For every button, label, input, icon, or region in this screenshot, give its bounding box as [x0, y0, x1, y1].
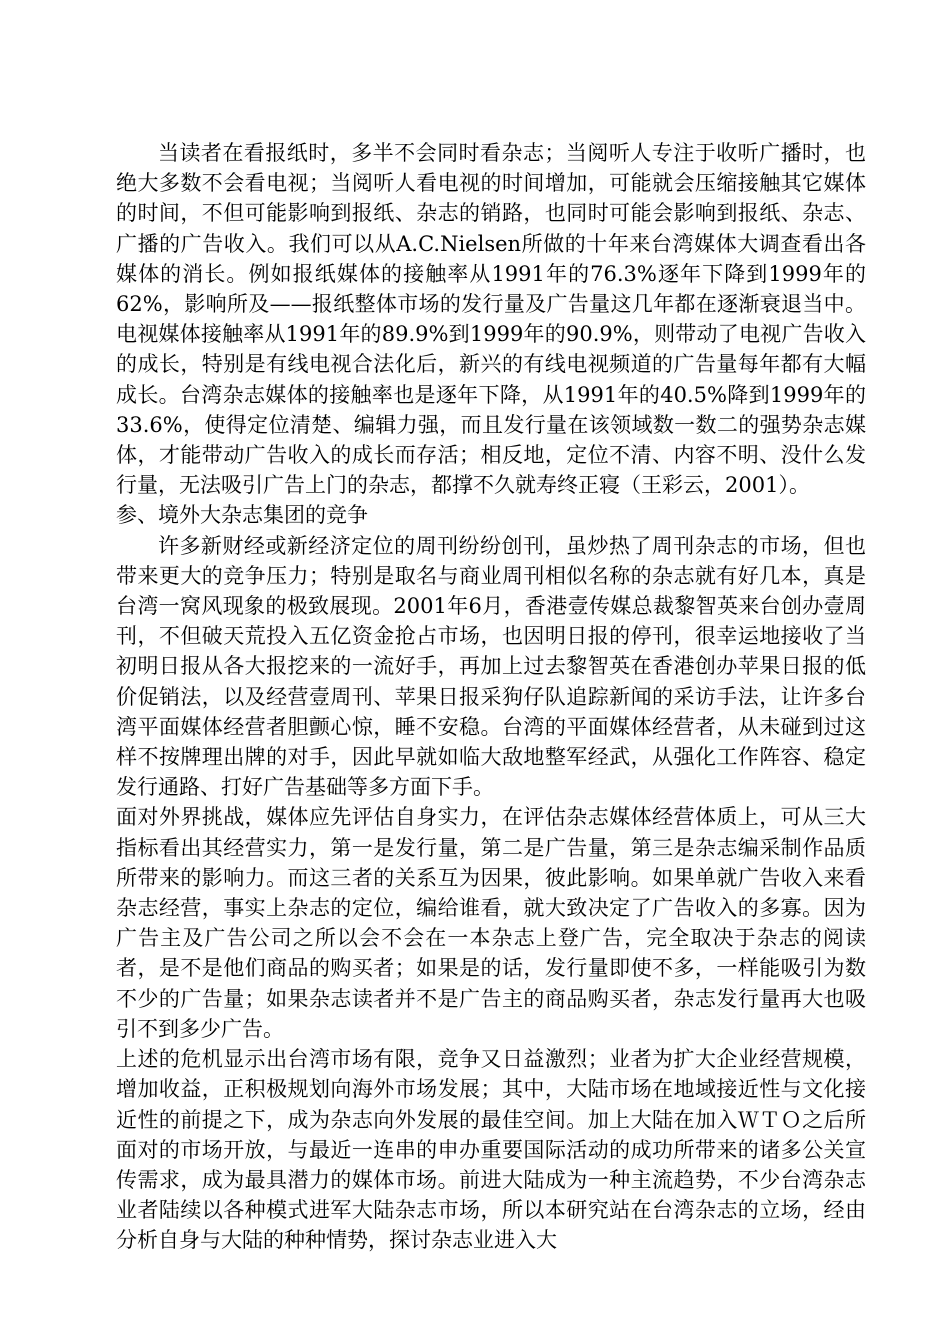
section-heading: 参、境外大杂志集团的竞争: [116, 503, 368, 528]
paragraph-mainland-market: 上述的危机显示出台湾市场有限，竞争又日益激烈；业者为扩大企业经营规模，增加收益，正积极规划向海外市场发展；其中，大陆市场在地域接近性与文化接近性的前提之下，成为杂志向外发展的最佳空间。加上大陆在加入ＷＴＯ之后所面对的市场开放，与最近一连串的申办重要国际活动的成功所带来的诸多公关宣传需求，成为最具潜力的媒体市场。前进大陆成为一种主流趋势，不少台湾杂志业者陆续以各种模式进军大陆杂志市场，所以本研究站在台湾杂志的立场，经由分析自身与大陆的种种情势，探讨杂志业进入大: [116, 1047, 866, 1253]
document-body: [116, 138, 866, 1256]
paragraph-media-contact-rates: 当读者在看报纸时，多半不会同时看杂志；当阅听人专注于收听广播时，也绝大多数不会看电视；当阅听人看电视的时间增加，可能就会压缩接触其它媒体的时间，不但可能影响到报纸、杂志的销路，也同时可能会影响到报纸、杂志、广播的广告收入。我们可以从A.C.Nielsen所做的十年来台湾媒体大调查看出各媒体的消长。例如报纸媒体的接触率从1991年的76.3%逐年下降到1999年的62%，影响所及——报纸整体市场的发行量及广告量这几年都在逐渐衰退当中。电视媒体接触率从1991年的89.9%到1999年的90.9%，则带动了电视广告收入的成长，特别是有线电视合法化后，新兴的有线电视频道的广告量每年都有大幅成长。台湾杂志媒体的接触率也是逐年下降，从1991年的40.5%降到1999年的33.6%，使得定位清楚、编辑力强，而且发行量在该领域数一数二的强势杂志媒体，才能带动广告收入的成长而存活；相反地，定位不清、内容不明、没什么发行量，无法吸引广告上门的杂志，都撑不久就寿终正寝（王彩云，2001）。: [116, 141, 866, 498]
paragraph-media-evaluation: 面对外界挑战，媒体应先评估自身实力，在评估杂志媒体经营体质上，可从三大指标看出其经营实力，第一是发行量，第二是广告量，第三是杂志编采制作品质所带来的影响力。而这三者的关系互为因果，彼此影响。如果单就广告收入来看杂志经营，事实上杂志的定位，编给谁看，就大致决定了广告收入的多寡。因为广告主及广告公司之所以会不会在一本杂志上登广告，完全取决于杂志的阅读者，是不是他们商品的购买者；如果是的话，发行量即使不多，一样能吸引为数不少的广告量；如果杂志读者并不是广告主的商品购买者，杂志发行量再大也吸引不到多少广告。: [116, 805, 866, 1041]
paragraph-weekly-competition: 许多新财经或新经济定位的周刊纷纷创刊，虽炒热了周刊杂志的市场，但也带来更大的竞争压力；特别是取名与商业周刊相似名称的杂志就有好几本，真是台湾一窝风现象的极致展现。2001年6月，香港壹传媒总裁黎智英来台创办壹周刊，不但破天荒投入五亿资金抢占市场，也因明日报的停刊，很幸运地接收了当初明日报从各大报挖来的一流好手，再加上过去黎智英在香港创办苹果日报的低价促销法，以及经营壹周刊、苹果日报采狗仔队追踪新闻的采访手法，让许多台湾平面媒体经营者胆颤心惊，睡不安稳。台湾的平面媒体经营者，从未碰到过这样不按牌理出牌的对手，因此早就如临大敌地整军经武，从强化工作阵容、稳定发行通路、打好广告基础等多方面下手。: [116, 533, 866, 800]
